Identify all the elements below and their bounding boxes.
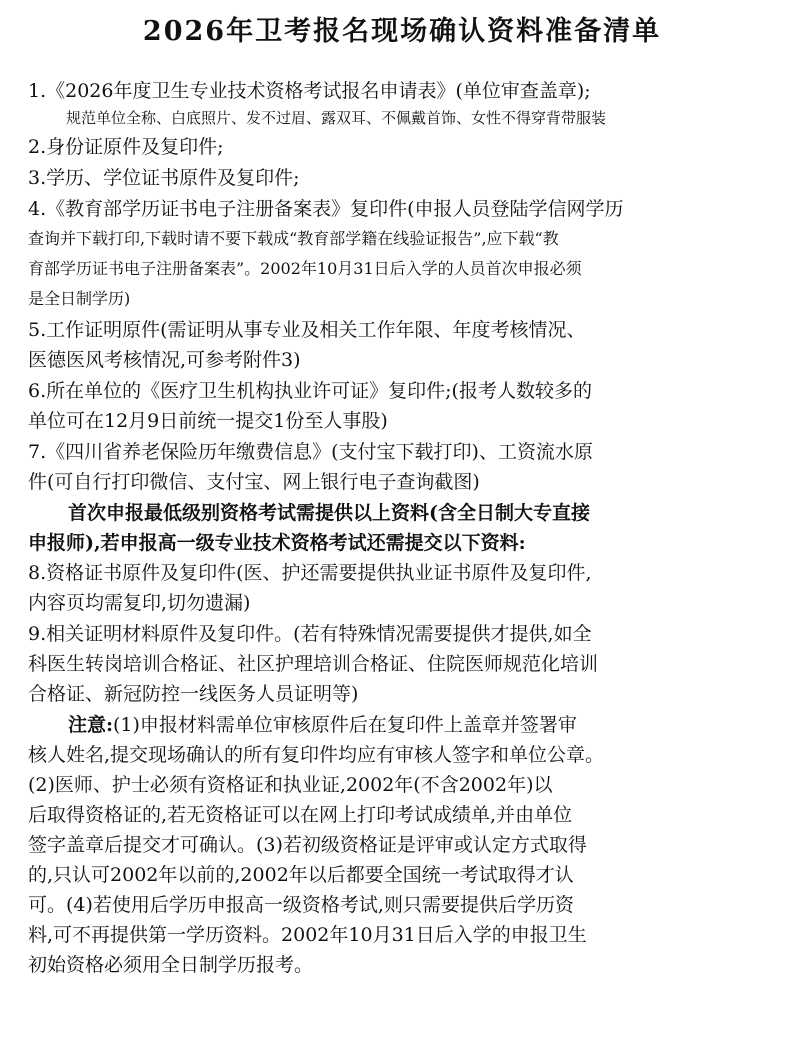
item-text: 查询并下载打印,下载时请不要下载成“教育部学籍在线验证报告”,应下载“教: [28, 229, 559, 248]
attention-first-line: [28, 710, 776, 740]
item-list-2: [28, 558, 776, 709]
attention-line: 后取得资格证的,若无资格证可以在网上打印考试成绩单,并由单位: [28, 804, 573, 826]
item-text: 5.工作证明原件(需证明从事专业及相关工作年限、年度考核情况、: [28, 319, 586, 341]
notice-line: 申报师),若申报高一级专业技术资格考试还需提交以下资料:: [28, 532, 526, 554]
attention-label: 注意:: [68, 714, 114, 736]
page-title: 2026年卫考报名现场确认资料准备清单: [142, 16, 662, 47]
list-item-4: [28, 194, 776, 314]
list-item-7: [28, 437, 776, 497]
list-item-9: [28, 619, 776, 709]
attention-line: 初始资格必须用全日制学历报考。: [28, 954, 314, 976]
attention-line: 料,可不再提供第一学历资料。2002年10月31日后入学的申报卫生: [28, 924, 587, 946]
list-item-3: [28, 163, 776, 193]
item-text: 2.身份证原件及复印件;: [28, 136, 224, 158]
bold-notice: [28, 498, 776, 558]
item-text: 9.相关证明材料原件及复印件。(若有特殊情况需要提供才提供,如全: [28, 623, 592, 645]
item-note: 规范单位全称、白底照片、发不过眉、露双耳、不佩戴首饰、女性不得穿背带服装: [66, 109, 607, 127]
item-text: 育部学历证书电子注册备案表”。2002年10月31日后入学的人员首次申报必须: [28, 259, 582, 278]
item-text: 件(可自行打印微信、支付宝、网上银行电子查询截图): [28, 471, 480, 493]
item-text: 4.《教育部学历证书电子注册备案表》复印件(申报人员登陆学信网学历: [28, 198, 624, 220]
attention-line: 签字盖章后提交才可确认。(3)若初级资格证是评审或认定方式取得: [28, 834, 587, 856]
attention-section: [28, 710, 776, 980]
item-text: 医德医风考核情况,可参考附件3): [28, 349, 301, 371]
list-item-2: [28, 132, 776, 162]
item-text: 科医生转岗培训合格证、社区护理培训合格证、住院医师规范化培训: [28, 653, 599, 675]
attention-line: 的,只认可2002年以前的,2002年以后都要全国统一考试取得才认: [28, 864, 574, 886]
list-item-1: [28, 76, 776, 130]
attention-line: (2)医师、护士必须有资格证和执业证,2002年(不含2002年)以: [28, 774, 553, 796]
item-text: 3.学历、学位证书原件及复印件;: [28, 167, 300, 189]
item-text: 8.资格证书原件及复印件(医、护还需要提供执业证书原件及复印件,: [28, 562, 592, 584]
notice-line: 首次申报最低级别资格考试需提供以上资料(含全日制大专直接: [68, 502, 590, 524]
item-list: [28, 76, 776, 497]
list-item-6: [28, 376, 776, 436]
attention-text: (1)申报材料需单位审核原件后在复印件上盖章并签署审: [113, 714, 577, 736]
attention-line: 核人姓名,提交现场确认的所有复印件均应有审核人签字和单位公章。: [28, 744, 605, 766]
item-text: 1.《2026年度卫生专业技术资格考试报名申请表》(单位审查盖章);: [28, 80, 591, 102]
item-text: 合格证、新冠防控一线医务人员证明等): [28, 683, 359, 705]
list-item-5: [28, 315, 776, 375]
item-text: 是全日制学历): [28, 289, 131, 308]
item-text: 内容页均需复印,切勿遗漏): [28, 592, 251, 614]
item-text: 7.《四川省养老保险历年缴费信息》(支付宝下载打印)、工资流水原: [28, 441, 593, 463]
item-text: 单位可在12月9日前统一提交1份至人事股): [28, 410, 388, 432]
item-text: 6.所在单位的《医疗卫生机构执业许可证》复印件;(报考人数较多的: [28, 380, 592, 402]
attention-line: 可。(4)若使用后学历申报高一级资格考试,则只需要提供后学历资: [28, 894, 574, 916]
list-item-8: [28, 558, 776, 618]
